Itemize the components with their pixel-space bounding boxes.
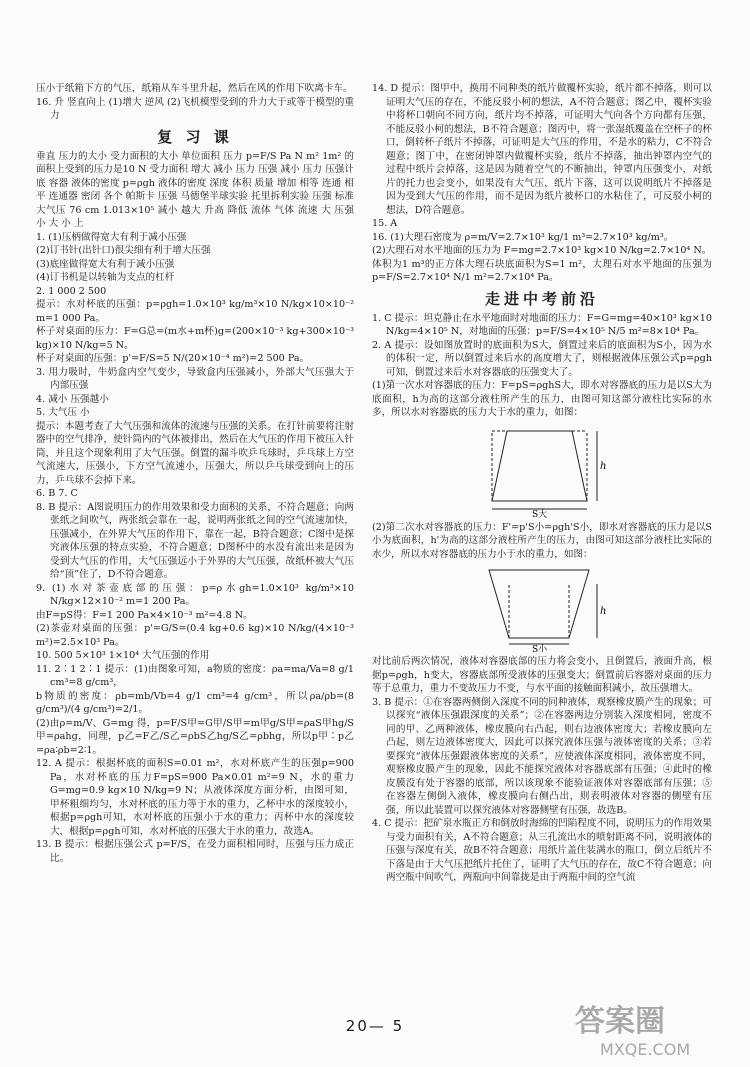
page-number: 20— 5	[345, 1017, 405, 1035]
answer-item-9: 9. (1)水对茶壶底部的压强：p=ρ水gh=1.0×10³ kg/m³×10 N/kg×12×10⁻² m=1 200 Pa。	[36, 582, 354, 607]
watermark-url: MXQE.COM	[600, 1040, 691, 1059]
base-label: S大	[532, 509, 548, 518]
container-diagram-inverted	[477, 564, 607, 652]
paragraph: 压小于纸箱下方的气压，纸箱从车斗里升起，然后在风的作用下吹离卡车。	[36, 83, 353, 94]
answer-item-11-line: (2)由ρ=m/V、G=mg 得，p=F/S甲=G甲/S甲=m甲g/S甲=ρaS甲hg/S甲=ρahg，同理，p乙=F乙/S乙=ρbS乙hg/S乙=ρbhg，所以p甲∶p乙=ρa∶ρb=2∶1。	[36, 717, 354, 756]
exam-item-2-line: 对比前后两次情况，液体对容器底部的压力将会变小，且倒置后，液面升高，根据p=ρgh，h变大，容器底部所受液体的压强变大；倒置前后容器对桌面的压力等于总重力，重力不变故压力不变，与水平面的接触面积减小，故压强增大。	[372, 656, 712, 694]
answer-item-1-line: (3)底座做得宽大有利于减小压强	[36, 258, 175, 270]
review-section-title: 复 习 课	[157, 127, 233, 146]
answer-item-5: 5. 大气压 小	[36, 407, 90, 418]
answer-item-1-line: (4)订书机是以转轴为支点的杠杆	[36, 272, 175, 283]
answer-item-1: 1. (1)压柄做得宽大有利于减小压强	[36, 231, 187, 243]
answer-item-16: 16. 升 竖直向上 (1)增大 逆风 (2)飞机模型受到的升力大于或等于模型的重力	[36, 96, 354, 121]
answer-item-2-hint: 杯子对桌面的压强：p'=F/S=5 N/(20×10⁻⁴ m²)=2 500 Pa。	[36, 353, 310, 364]
answer-item-11: 11. 2∶1 2∶1 提示：(1)由图象可知，a物质的密度：ρa=ma/Va=8 g/1 cm³=8 g/cm³，	[36, 663, 354, 688]
answer-item-1-line: (2)订书针(出针口)很尖细有利于增大压强	[36, 245, 211, 256]
answer-item-15: 15. A	[372, 218, 398, 229]
answer-item-5-hint: 提示：本题考查了大气压强和流体的流速与压强的关系。在打针前要将注射器中的空气排净，使针筒内的气体被排出，然后在大气压的作用下被压入针筒，并且这个现象利用了大气压强。倒置的漏斗吹乒乓球时，乒乓球上方空气流速大，压强小，下方空气流速小，压强大，所以乒乓球受到向上的压力，乒乓球不会掉下来。	[36, 420, 354, 486]
exam-item-2-line: (1)第一次水对容器底的压力：F=pS=ρghS大，即水对容器底的压力是以S大为底面积，h为高的这部分液柱所产生的压力，由图可知这部分液柱比实际的水多，所以水对容器底的压力大于水的重力，如图：	[372, 380, 712, 418]
answer-item-9-line: 由F=pS得：F=1 200 Pa×4×10⁻³ m²=4.8 N。	[36, 609, 253, 621]
answer-item-12: 12. A 提示：根据杯底的面积S=0.01 m²，水对杯底产生的压强p=900 Pa，水对杯底的压力F=pS=900 Pa×0.01 m²=9 N，水的重力G=mg=0.9 kg×10 N/kg=9 N；从液体深度方面分析，由图可知，甲杯粗细均匀，水对杯底的压力等于水的重力，乙杯中水的深度较小，根据p=ρgh可知，水对杯底的压强小于水的重力；丙杯中水的深度较大，根据p=ρgh可知，水对杯底的压强大于水的重力，故选A。	[36, 758, 354, 837]
inverted-container-outline	[489, 570, 589, 638]
answer-item-2-hint: 提示：水对杯底的压强：p=ρgh=1.0×10³ kg/m³×10 N/kg×10×10⁻² m=1 000 Pa。	[36, 299, 354, 324]
answer-item-11-line: b物质的密度：ρb=mb/Vb=4 g/1 cm³=4 g/cm³，所以ρa/ρb=(8 g/cm³)/(4 g/cm³)=2/1。	[36, 690, 354, 715]
upright-container-outline	[492, 431, 587, 501]
base-label: S小	[532, 645, 548, 652]
answer-item-2: 2. 1 000 2 500	[36, 285, 107, 297]
answer-item-16: 16. (1)大理石密度为 ρ=m/V=2.7×10³ kg/1 m³=2.7×10³ kg/m³。	[372, 231, 674, 243]
answer-item-16-line: (2)大理石对水平地面的压力为 F=mg=2.7×10³ kg×10 N/kg=2.7×10⁴ N。	[372, 245, 712, 256]
left-column	[36, 82, 354, 865]
answer-item-16-line: 体积为1 m³的正方体大理石块底面积为S=1 m²，大理石对水平地面的压强为 p=F/S=2.7×10⁴ N/1 m²=2.7×10⁴ Pa。	[372, 258, 712, 283]
right-column	[372, 82, 712, 885]
container-diagram-upright	[477, 423, 607, 518]
answer-item-6-7: 6. B 7. C	[36, 488, 78, 499]
watermark-text: 答案圈	[575, 1004, 665, 1039]
answer-item-4: 4. 减小 压强越小	[36, 393, 109, 405]
answer-item-2-hint: 杯子对桌面的压力：F=G总=(m水+m杯)g=(200×10⁻³ kg+300×10⁻³ kg)×10 N/kg=5 N。	[36, 326, 354, 351]
exam-item-2-line: (2)第二次水对容器底的压力：F'=p'S小=ρgh'S小，即水对容器底的压力是以S小为底面积，h'为高的这部分液柱所产生的压力，由图可知这部分液柱比实际的水少，所以水对容器底的压力小于水的重力，如图：	[372, 521, 712, 560]
answer-item-14: 14. D 提示：图甲中，换用不同种类的纸片做覆杯实验，纸片都不掉落，则可以证明大气压的存在，不能反驳小柯的想法，A不符合题意；图乙中，覆杯实验中将杯口朝向不同方向，纸片均不掉落，可证明大气向各个方向都有压强，不能反驳小柯的想法，B不符合题意；图丙中，将一张湿纸覆盖在空杯子的杯口，倒转杯子纸片不掉落，可证明是大气压的作用，不是水的粘力，C不符合题意；图丁中，在密闭钟罩内做覆杯实验，纸片不掉落，抽出钟罩内空气的过程中纸片会掉落，这是因为随着空气的不断抽出，钟罩内压强变小，对纸片的托力也会变小，如果没有大气压，纸片下落，这可以说明纸片不掉落是因为受到大气压的作用，而不是因为纸片被杯口的水粘住了，可反驳小柯的想法，D符合题意。	[372, 83, 712, 216]
answer-item-10: 10. 500 5×10³ 1×10⁴ 大气压强的作用	[36, 650, 210, 661]
exam-section-title: 走进中考前沿	[484, 289, 599, 308]
exam-item-1: 1. C 提示：坦克静止在水平地面时对地面的压力：F=G=mg=40×10³ kg×10 N/kg=4×10⁵ N，对地面的压强：p=F/S=4×10⁵ N/5 m²=8×10⁴ Pa。	[372, 312, 712, 337]
watermark-logo	[570, 997, 740, 1061]
exam-item-4: 4. C 提示：把矿泉水瓶正方和倒放时海绵的凹陷程度不同，说明压力的作用效果与受力面积有关，A不符合题意；从三孔流出水的喷射距离不同，说明液体的压强与深度有关，故B不符合题意；用纸片盖住装满水的瓶口，倒立后纸片不下落是由于大气压把纸片托住了，证明了大气压的存在，故C不符合题意；向两空瓶中间吹气，两瓶向中间靠拢是由于两瓶中间的空气流	[372, 818, 712, 883]
exam-item-3: 3. B 提示：①在容器两侧倒入深度不同的同种液体，观察橡皮膜产生的现象；可以探究“液体压强跟深度的关系”；②在容器两边分别装入深度相同，密度不同的甲、乙两种液体，橡皮膜向右凸起，则右边液体密度大；若橡皮膜向左凸起，则左边液体密度大，因此可以探究液体压强与液体密度的关系；③若要探究“液体压强跟液体密度的关系”，应使液体深度相同，液体密度不同，观察橡皮膜产生的现象，因此不能探究液体对容器底部有压强；④此时的橡皮膜没有处于容器的底部，所以该现象不能验证液体对容器底部有压强；⑤在容器左侧倒入液体，橡皮膜向右侧凸出，则表明液体对容器的侧壁有压强，所以此装置可以探究液体对容器侧壁有压强，故选B。	[372, 696, 712, 816]
height-label: h	[600, 460, 607, 472]
review-terms: 垂直 压力的大小 受力面积的大小 单位面积 压力 p=F/S Pa N m² 1m² 的面积上受到的压力是10 N 受力面积 增大 减小 压力 压强 减小 压力 压强计 底 容器 液体的密度 p=ρgh 液体的密度 深度 体积 质量 增加 相等 连通 相平 连通器 密闭 各个 帕斯卡 压强 马德堡半球实验 托里拆利实验 压强 标准大气压 76 cm 1.013×10⁵ 减小 越大 升高 降低 流体 气体 流速 大 压强 小 大 小 上	[36, 150, 354, 229]
answer-item-13: 13. B 提示：根据压强公式 p=F/S，在受力面积相同时，压强与压力成正比。	[36, 839, 354, 864]
answer-item-8: 8. B 提示：A图说明压力的作用效果和受力面积的关系，不符合题意；向两张纸之间吹气，两张纸会靠在一起，说明两张纸之间的空气流速加快，压强减小，在外界大气压的作用下，靠在一起，B符合题意；C图中是探究液体压强的特点实验，不符合题意；D图杯中的水没有流出来是因为受到大气压的作用，大气压强远小于外界的大气压强，故纸杯被大气压给“顶”住了，D不符合题意。	[36, 501, 354, 580]
exam-item-2: 2. A 提示：设如图放置时的底面积为S大，倒置过来后的底面积为S小，因为水的体积一定，所以倒置过来后水的高度增大了，则根据液体压强公式p=ρgh可知，倒置过来后水对容器底的压强变大了。	[372, 339, 712, 378]
answer-item-3: 3. 用力吸时，牛奶盒内空气变少，导致盒内压强减小，外部大气压强大于内部压强	[36, 366, 354, 391]
answer-item-9-line: (2)茶壶对桌面的压强：p'=G/S=(0.4 kg+0.6 kg)×10 N/kg/(4×10⁻³ m²)=2.5×10³ Pa。	[36, 623, 354, 648]
height-label: h	[600, 606, 607, 617]
